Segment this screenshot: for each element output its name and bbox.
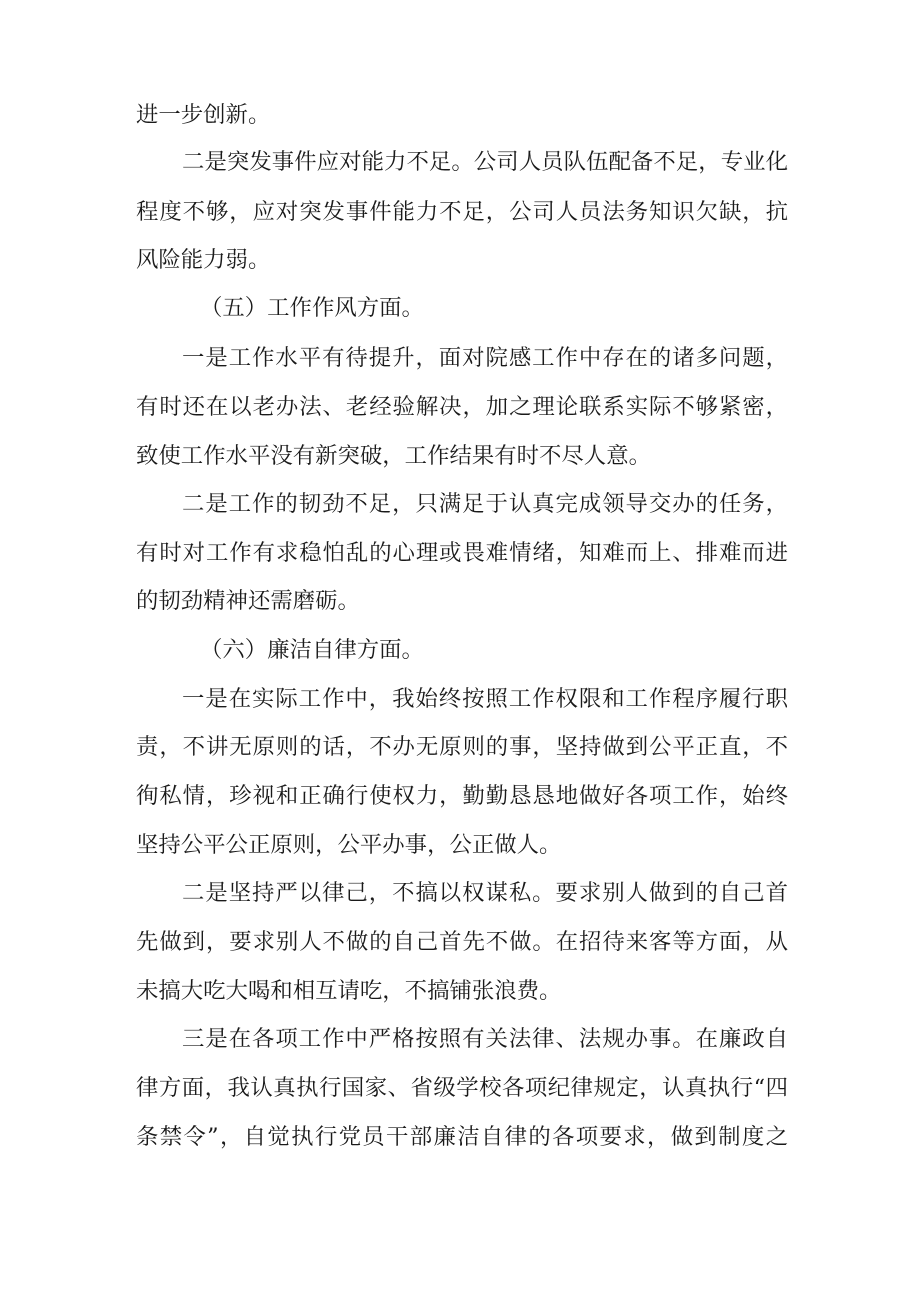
- text-line: 二是工作的韧劲不足，只满足于认真完成领导交办的任务，: [182, 491, 788, 517]
- text-line: 条禁令”，自觉执行党员干部廉洁自律的各项要求，做到制度之: [136, 1124, 788, 1150]
- text-line: 责，不讲无原则的话，不办无原则的事，坚持做到公平正直，不: [136, 734, 788, 760]
- text-line: 律方面，我认真执行国家、省级学校各项纪律规定，认真执行“四: [136, 1075, 788, 1101]
- text-line: 三是在各项工作中严格按照有关法律、法规办事。在廉政自: [182, 1026, 788, 1052]
- text-line: 进一步创新。: [136, 102, 271, 128]
- text-line: 有时还在以老办法、老经验解决，加之理论联系实际不够紧密，: [136, 394, 788, 420]
- text-line: 一是在实际工作中，我始终按照工作权限和工作程序履行职: [182, 686, 788, 712]
- text-line: 先做到，要求别人不做的自己首先不做。在招待来客等方面，从: [136, 929, 788, 955]
- text-line: 一是工作水平有待提升，面对院感工作中存在的诸多问题，: [182, 345, 788, 371]
- text-line: 的韧劲精神还需磨砺。: [136, 588, 360, 614]
- text-line: 二是突发事件应对能力不足。公司人员队伍配备不足，专业化: [182, 149, 788, 175]
- section-heading: （五）工作作风方面。: [200, 295, 424, 321]
- section-heading: （六）廉洁自律方面。: [200, 637, 424, 663]
- text-line: 徇私情，珍视和正确行使权力，勤勤恳恳地做好各项工作，始终: [136, 783, 788, 809]
- text-line: 坚持公平公正原则，公平办事，公正做人。: [136, 832, 562, 858]
- text-line: 二是坚持严以律己，不搞以权谋私。要求别人做到的自己首: [182, 880, 788, 906]
- text-line: 致使工作水平没有新突破，工作结果有时不尽人意。: [136, 443, 651, 469]
- text-line: 程度不够，应对突发事件能力不足，公司人员法务知识欠缺，抗: [136, 199, 788, 225]
- text-line: 未搞大吃大喝和相互请吃，不搞铺张浪费。: [136, 978, 562, 1004]
- text-line: 风险能力弱。: [136, 247, 271, 273]
- text-line: 有时对工作有求稳怕乱的心理或畏难情绪，知难而上、排难而进: [136, 540, 788, 566]
